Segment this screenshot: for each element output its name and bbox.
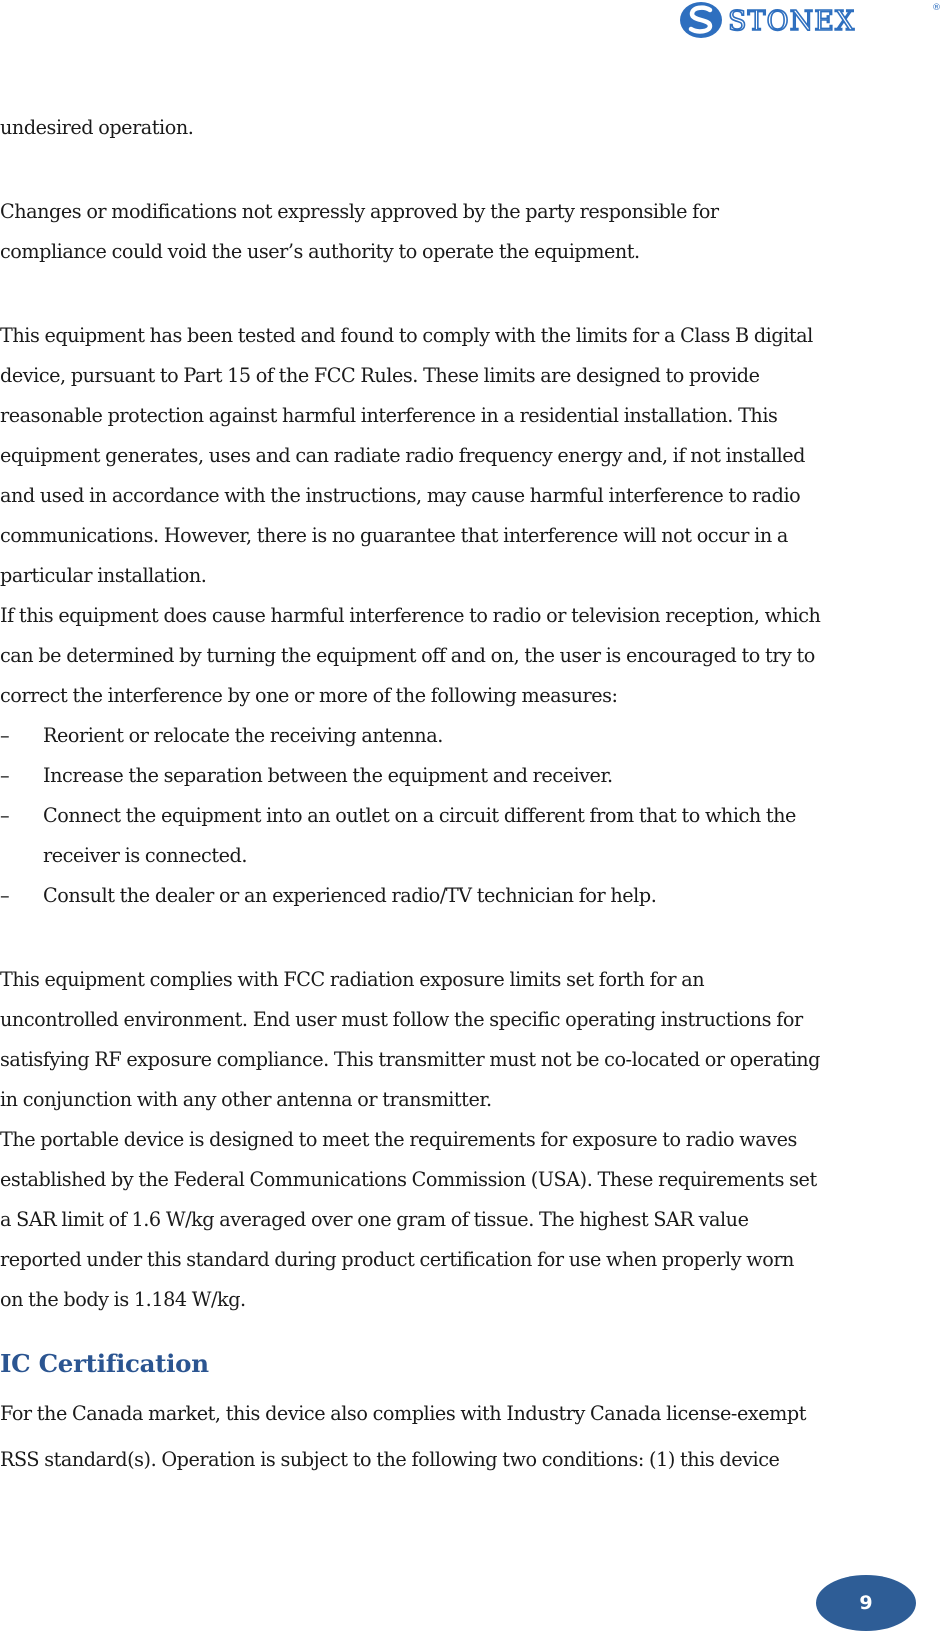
paragraph-line: Changes or modifications not expressly approved by the party responsible for	[0, 200, 719, 223]
paragraph-line: uncontrolled environment. End user must follow the specific operating instructions for	[0, 1008, 803, 1031]
bullet-dash: –	[0, 804, 10, 827]
paragraph-line: equipment generates, uses and can radiate radio frequency energy and, if not installed	[0, 444, 806, 467]
bullet-dash: –	[0, 884, 10, 907]
paragraph-line: established by the Federal Communications Commission (USA). These requirements set	[0, 1168, 817, 1191]
stonex-logo-mark	[680, 0, 942, 44]
paragraph-line: reasonable protection against harmful interference in a residential installation. This	[0, 404, 778, 427]
paragraph-line: The portable device is designed to meet the requirements for exposure to radio waves	[0, 1128, 797, 1151]
paragraph-line: communications. However, there is no guarantee that interference will not occur in a	[0, 524, 788, 547]
paragraph-line: This equipment has been tested and found to comply with the limits for a Class B digital	[0, 324, 813, 347]
bullet-text-continued: receiver is connected.	[43, 844, 247, 867]
paragraph-line: RSS standard(s). Operation is subject to the following two conditions: (1) this device	[0, 1448, 780, 1471]
paragraph-line: a SAR limit of 1.6 W/kg averaged over one gram of tissue. The highest SAR value	[0, 1208, 749, 1231]
paragraph-line: compliance could void the user’s authority to operate the equipment.	[0, 240, 640, 263]
bullet-text: Connect the equipment into an outlet on a circuit different from that to which the	[43, 804, 796, 827]
bullet-item	[0, 756, 870, 796]
paragraph-line: device, pursuant to Part 15 of the FCC Rules. These limits are designed to provide	[0, 364, 760, 387]
paragraph-line: For the Canada market, this device also complies with Industry Canada license-exempt	[0, 1402, 806, 1425]
paragraph-line: reported under this standard during product certification for use when properly worn	[0, 1248, 794, 1271]
bullet-item	[0, 876, 870, 916]
page-number: 9	[859, 1592, 873, 1614]
brand-name: STONEX	[728, 6, 856, 37]
registered-mark: ®	[932, 3, 941, 13]
paragraph-line: can be determined by turning the equipment off and on, the user is encouraged to try to	[0, 644, 815, 667]
paragraph-line: particular installation.	[0, 564, 207, 587]
paragraph-line: If this equipment does cause harmful interference to radio or television reception, which	[0, 604, 821, 627]
bullet-dash: –	[0, 724, 10, 747]
section-heading: IC Certification	[0, 1349, 209, 1378]
bullet-item	[0, 796, 870, 836]
bullet-dash: –	[0, 764, 10, 787]
paragraph-line: satisfying RF exposure compliance. This transmitter must not be co-located or operating	[0, 1048, 821, 1071]
bullet-item	[0, 716, 870, 756]
paragraph-line: in conjunction with any other antenna or transmitter.	[0, 1088, 492, 1111]
paragraph-line: on the body is 1.184 W/kg.	[0, 1288, 246, 1311]
stonex-logo	[680, 0, 942, 44]
bullet-text: Reorient or relocate the receiving antenna.	[43, 724, 443, 747]
page-number-badge	[816, 1575, 916, 1631]
paragraph-line: correct the interference by one or more of the following measures:	[0, 684, 618, 707]
document-body	[0, 108, 870, 1480]
paragraph-line: undesired operation.	[0, 116, 194, 139]
paragraph-line: and used in accordance with the instructions, may cause harmful interference to radio	[0, 484, 801, 507]
bullet-text: Increase the separation between the equipment and receiver.	[43, 764, 613, 787]
paragraph-line: This equipment complies with FCC radiation exposure limits set forth for an	[0, 968, 705, 991]
bullet-text: Consult the dealer or an experienced radio/TV technician for help.	[43, 884, 657, 907]
